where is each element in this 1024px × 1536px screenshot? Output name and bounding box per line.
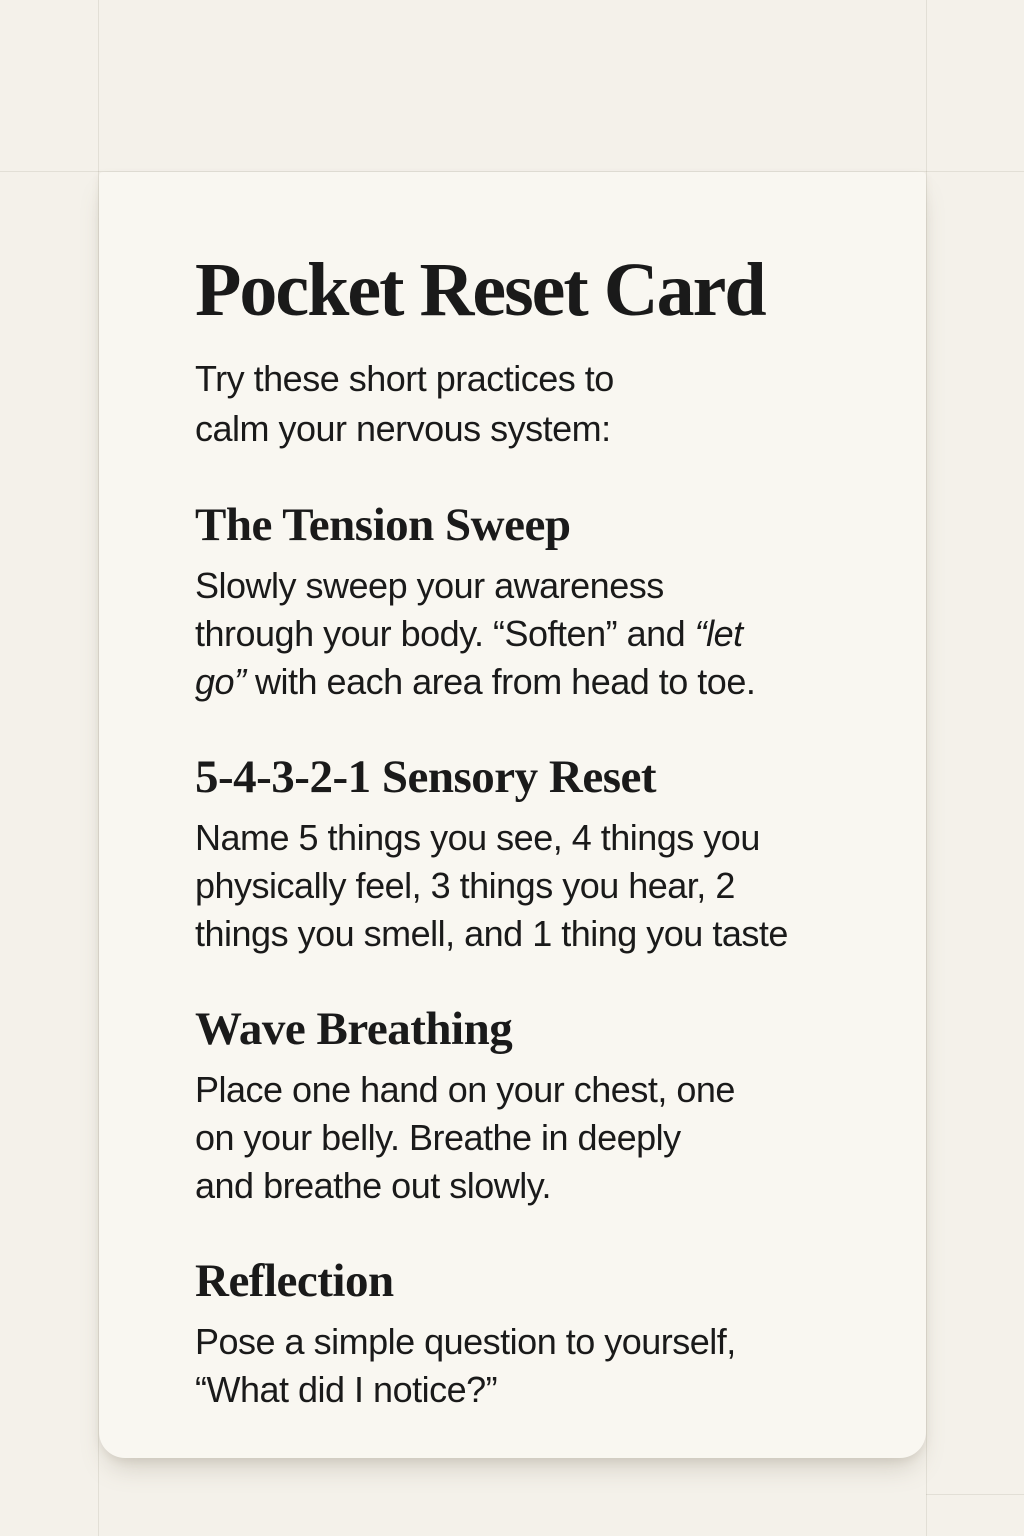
practice-section (195, 1254, 866, 1414)
practice-section (195, 498, 866, 706)
section-body: Pose a simple question to yourself, “What did I notice?” (195, 1321, 736, 1410)
section-heading: Reflection (195, 1255, 394, 1307)
section-heading: Wave Breathing (195, 1003, 513, 1055)
section-body: Place one hand on your chest, one on your belly. Breathe in deeply and breathe out slowly. (195, 1069, 735, 1206)
section-body: Name 5 things you see, 4 things you physically feel, 3 things you hear, 2 things you smell, and 1 thing you taste (195, 817, 788, 954)
card-title: Pocket Reset Card (195, 248, 765, 332)
section-heading: The Tension Sweep (195, 499, 571, 551)
sections (195, 498, 866, 1414)
section-heading: 5-4-3-2-1 Sensory Reset (195, 751, 657, 803)
paper-seam-vertical-right (926, 0, 927, 1536)
card-intro: Try these short practices to calm your nervous system: (195, 358, 614, 449)
practice-section (195, 1002, 866, 1210)
section-body: Slowly sweep your awareness through your body. “Soften” and “let go” with each area from head to toe. (195, 565, 756, 702)
practice-section (195, 750, 866, 958)
paper-seam-horizontal-bottom (926, 1494, 1024, 1495)
pocket-reset-card (99, 172, 926, 1458)
